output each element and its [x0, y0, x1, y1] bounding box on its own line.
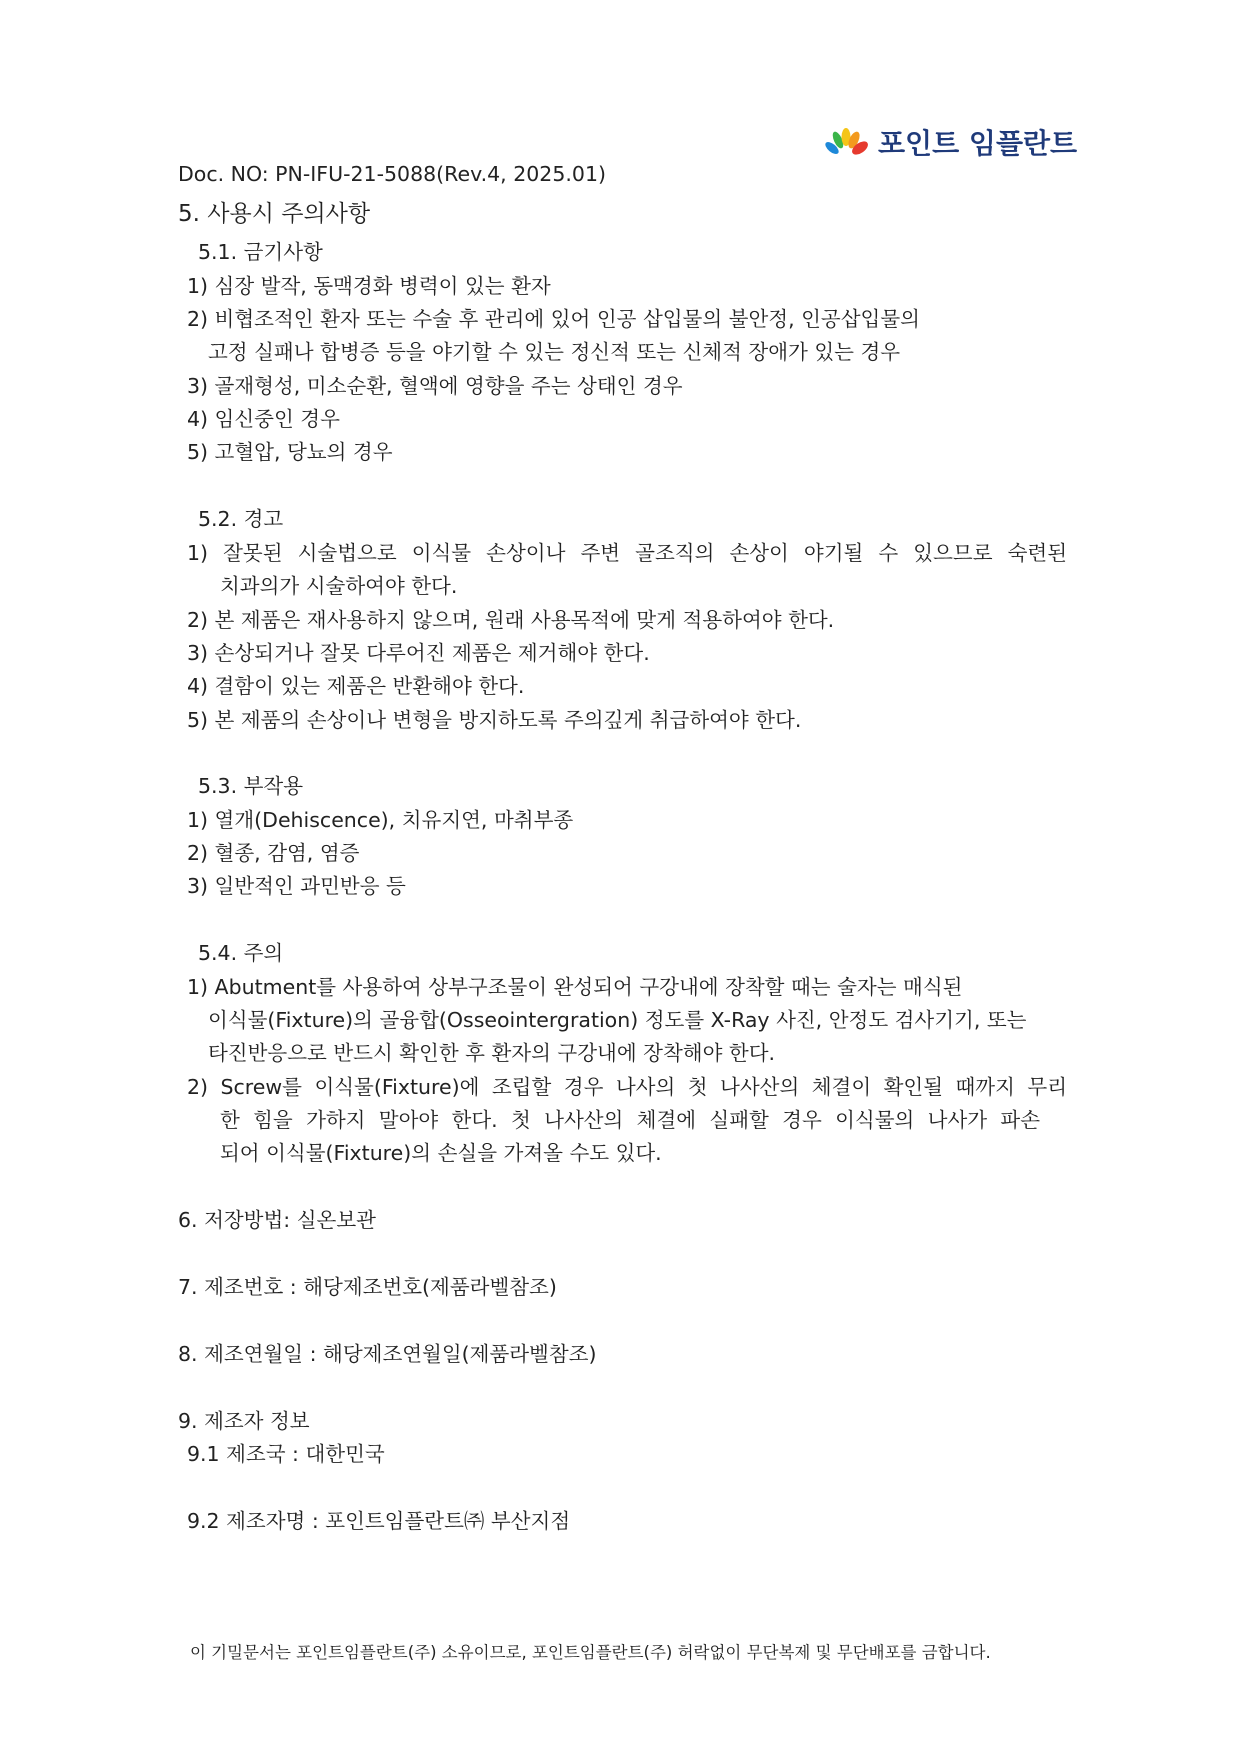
section-5-4-title: 5.4. 주의 — [198, 941, 284, 965]
list-item-continuation: 치과의가 시술하여야 한다. — [220, 574, 458, 598]
logo-text: 포인트 임플란트 — [878, 127, 1078, 160]
section-5-title: 5. 사용시 주의사항 — [178, 201, 371, 227]
section-9-1-country: 9.1 제조국 : 대한민국 — [187, 1442, 385, 1466]
section-6-storage: 6. 저장방법: 실온보관 — [178, 1208, 376, 1232]
section-5-1-title: 5.1. 금기사항 — [198, 240, 323, 264]
list-item: 3) 일반적인 과민반응 등 — [187, 874, 406, 898]
section-9-title: 9. 제조자 정보 — [178, 1409, 310, 1433]
list-item: 4) 임신중인 경우 — [187, 407, 340, 431]
list-item: 2) Screw를 이식물(Fixture)에 조립할 경우 나사의 첫 나사산의 체결이 확인될 때까지 무리 — [187, 1075, 1067, 1099]
list-item: 2) 비협조적인 환자 또는 수술 후 관리에 있어 인공 삽입물의 불안정, 인공삽입물의 — [187, 307, 920, 331]
list-item: 2) 혈종, 감염, 염증 — [187, 841, 360, 865]
doc-number: Doc. NO: PN-IFU-21-5088(Rev.4, 2025.01) — [178, 162, 606, 186]
list-item-continuation: 되어 이식물(Fixture)의 손실을 가져올 수도 있다. — [220, 1141, 662, 1165]
list-item-continuation: 이식물(Fixture)의 골융합(Osseointergration) 정도를 X-Ray 사진, 안정도 검사기기, 또는 — [208, 1008, 1027, 1032]
company-logo — [822, 124, 1077, 160]
list-item: 4) 결함이 있는 제품은 반환해야 한다. — [187, 674, 525, 698]
list-item-continuation: 한 힘을 가하지 말아야 한다. 첫 나사산의 체결에 실패할 경우 이식물의 나사가 파손 — [220, 1108, 1040, 1132]
list-item: 3) 손상되거나 잘못 다루어진 제품은 제거해야 한다. — [187, 641, 650, 665]
confidential-footer: 이 기밀문서는 포인트임플란트(주) 소유이므로, 포인트임플란트(주) 허락없이 무단복제 및 무단배포를 금합니다. — [190, 1643, 991, 1662]
list-item: 2) 본 제품은 재사용하지 않으며, 원래 사용목적에 맞게 적용하여야 한다. — [187, 608, 835, 632]
list-item: 1) Abutment를 사용하여 상부구조물이 완성되어 구강내에 장착할 때는 술자는 매식된 — [187, 975, 963, 999]
section-9-2-maker: 9.2 제조자명 : 포인트임플란트㈜ 부산지점 — [187, 1509, 571, 1533]
flower-logo-icon — [822, 126, 870, 158]
list-item-continuation: 고정 실패나 합병증 등을 야기할 수 있는 정신적 또는 신체적 장애가 있는 경우 — [208, 340, 901, 364]
list-item: 3) 골재형성, 미소순환, 혈액에 영향을 주는 상태인 경우 — [187, 374, 683, 398]
section-8-manufacture-date: 8. 제조연월일 : 해당제조연월일(제품라벨참조) — [178, 1342, 597, 1366]
list-item: 5) 고혈압, 당뇨의 경우 — [187, 440, 393, 464]
section-5-3-title: 5.3. 부작용 — [198, 774, 304, 798]
list-item-continuation: 타진반응으로 반드시 확인한 후 환자의 구강내에 장착해야 한다. — [208, 1041, 776, 1065]
list-item: 1) 열개(Dehiscence), 치유지연, 마취부종 — [187, 808, 574, 832]
list-item: 1) 잘못된 시술법으로 이식물 손상이나 주변 골조직의 손상이 야기될 수 있으므로 숙련된 — [187, 541, 1067, 565]
list-item: 5) 본 제품의 손상이나 변형을 방지하도록 주의깊게 취급하여야 한다. — [187, 708, 802, 732]
list-item: 1) 심장 발작, 동맥경화 병력이 있는 환자 — [187, 274, 551, 298]
section-7-lot-number: 7. 제조번호 : 해당제조번호(제품라벨참조) — [178, 1275, 557, 1299]
section-5-2-title: 5.2. 경고 — [198, 507, 284, 531]
